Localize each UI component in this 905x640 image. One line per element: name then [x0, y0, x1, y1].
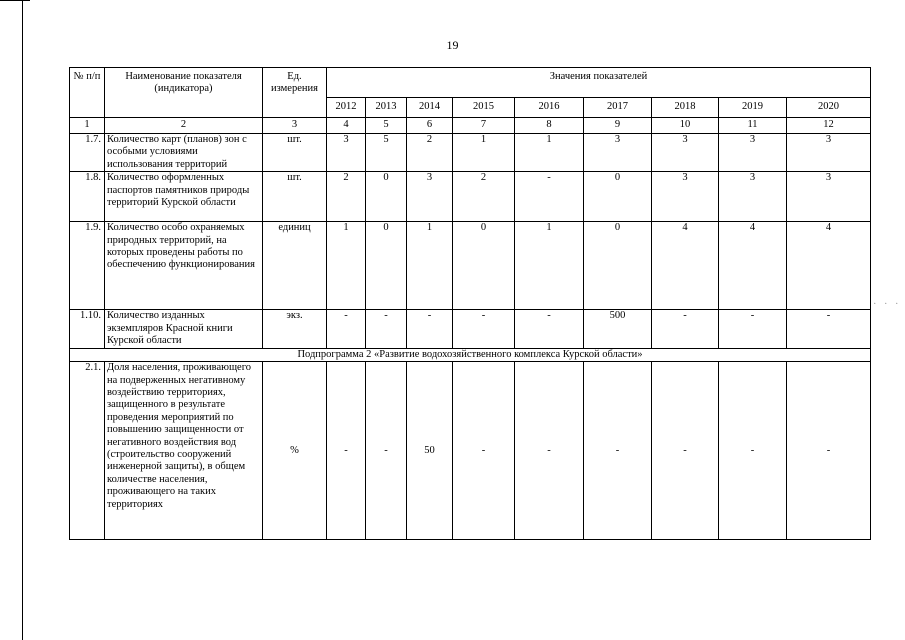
column-number: 2	[105, 118, 263, 134]
row-unit: экз.	[263, 310, 327, 349]
column-number-row	[70, 118, 871, 134]
row-value: 3	[719, 134, 787, 172]
scan-noise-dots: . . .	[873, 296, 901, 307]
row-value: 1	[515, 222, 584, 310]
header-values: Значения показателей	[327, 68, 871, 98]
row-value: -	[453, 362, 515, 540]
row-value: 0	[584, 172, 652, 222]
header-num: № п/п	[70, 68, 105, 118]
row-name: Количество оформленных паспортов памятников природы территорий Курской области	[105, 172, 263, 222]
header-year: 2013	[366, 98, 407, 118]
row-num: 1.9.	[70, 222, 105, 310]
table-row	[70, 222, 871, 310]
row-value: 4	[787, 222, 871, 310]
row-unit: единиц	[263, 222, 327, 310]
column-number: 3	[263, 118, 327, 134]
row-value: 1	[327, 222, 366, 310]
column-number: 6	[407, 118, 453, 134]
scan-left-edge	[22, 0, 23, 640]
row-value: 2	[407, 134, 453, 172]
row-value: 4	[719, 222, 787, 310]
row-value: -	[327, 362, 366, 540]
header-name: Наименование показателя (индикатора)	[105, 68, 263, 118]
table-row	[70, 172, 871, 222]
row-value: 3	[327, 134, 366, 172]
row-value: 3	[584, 134, 652, 172]
table-row	[70, 310, 871, 349]
header-year: 2017	[584, 98, 652, 118]
row-value: 4	[652, 222, 719, 310]
header-unit: Ед. измерения	[263, 68, 327, 118]
scan-corner-mark	[0, 0, 30, 2]
row-value: 3	[652, 134, 719, 172]
row-value: 3	[652, 172, 719, 222]
header-year: 2018	[652, 98, 719, 118]
row-value: 3	[407, 172, 453, 222]
indicators-table	[69, 67, 871, 540]
header-year: 2019	[719, 98, 787, 118]
row-unit: %	[263, 362, 327, 540]
column-number: 12	[787, 118, 871, 134]
row-value: 0	[453, 222, 515, 310]
row-value: -	[515, 310, 584, 349]
row-value: -	[787, 362, 871, 540]
column-number: 1	[70, 118, 105, 134]
table-row	[70, 362, 871, 540]
header-year: 2015	[453, 98, 515, 118]
row-unit: шт.	[263, 134, 327, 172]
row-value: -	[787, 310, 871, 349]
row-value: 1	[515, 134, 584, 172]
row-value: -	[719, 362, 787, 540]
row-value: -	[584, 362, 652, 540]
row-value: -	[407, 310, 453, 349]
row-value: -	[515, 362, 584, 540]
row-value: 3	[787, 172, 871, 222]
row-unit: шт.	[263, 172, 327, 222]
subprogram-title: Подпрограмма 2 «Развитие водохозяйственного комплекса Курской области»	[70, 349, 871, 362]
row-value: 50	[407, 362, 453, 540]
column-number: 5	[366, 118, 407, 134]
header-year: 2020	[787, 98, 871, 118]
row-num: 1.10.	[70, 310, 105, 349]
row-value: -	[327, 310, 366, 349]
row-value: -	[366, 310, 407, 349]
subprogram-row	[70, 349, 871, 362]
row-num: 1.7.	[70, 134, 105, 172]
row-value: 3	[787, 134, 871, 172]
header-year: 2016	[515, 98, 584, 118]
row-value: -	[652, 362, 719, 540]
row-num: 2.1.	[70, 362, 105, 540]
column-number: 11	[719, 118, 787, 134]
row-name: Доля населения, проживающего на подверженных негативному воздействию территориях, защищенного в результате проведения мероприятий по повышению защищенности от негативного воздействия вод (строительство сооружений инженерной защиты), в общем количестве населения, проживающего на таких территориях	[105, 362, 263, 540]
row-value: 2	[327, 172, 366, 222]
column-number: 10	[652, 118, 719, 134]
row-value: 1	[407, 222, 453, 310]
row-value: 0	[366, 172, 407, 222]
row-value: 0	[584, 222, 652, 310]
row-value: 2	[453, 172, 515, 222]
row-value: -	[453, 310, 515, 349]
row-value: -	[366, 362, 407, 540]
column-number: 8	[515, 118, 584, 134]
column-number: 7	[453, 118, 515, 134]
row-value: 3	[719, 172, 787, 222]
row-num: 1.8.	[70, 172, 105, 222]
row-name: Количество особо охраняемых природных территорий, на которых проведены работы по обеспечению функционирования	[105, 222, 263, 310]
row-name: Количество изданных экземпляров Красной книги Курской области	[105, 310, 263, 349]
header-year: 2014	[407, 98, 453, 118]
row-value: 5	[366, 134, 407, 172]
row-value: 500	[584, 310, 652, 349]
page-number: 19	[446, 38, 459, 52]
row-value: 1	[453, 134, 515, 172]
row-value: 0	[366, 222, 407, 310]
row-name: Количество карт (планов) зон с особыми условиями использования территорий	[105, 134, 263, 172]
row-value: -	[719, 310, 787, 349]
column-number: 9	[584, 118, 652, 134]
row-value: -	[515, 172, 584, 222]
table-row	[70, 134, 871, 172]
header-year: 2012	[327, 98, 366, 118]
row-value: -	[652, 310, 719, 349]
column-number: 4	[327, 118, 366, 134]
